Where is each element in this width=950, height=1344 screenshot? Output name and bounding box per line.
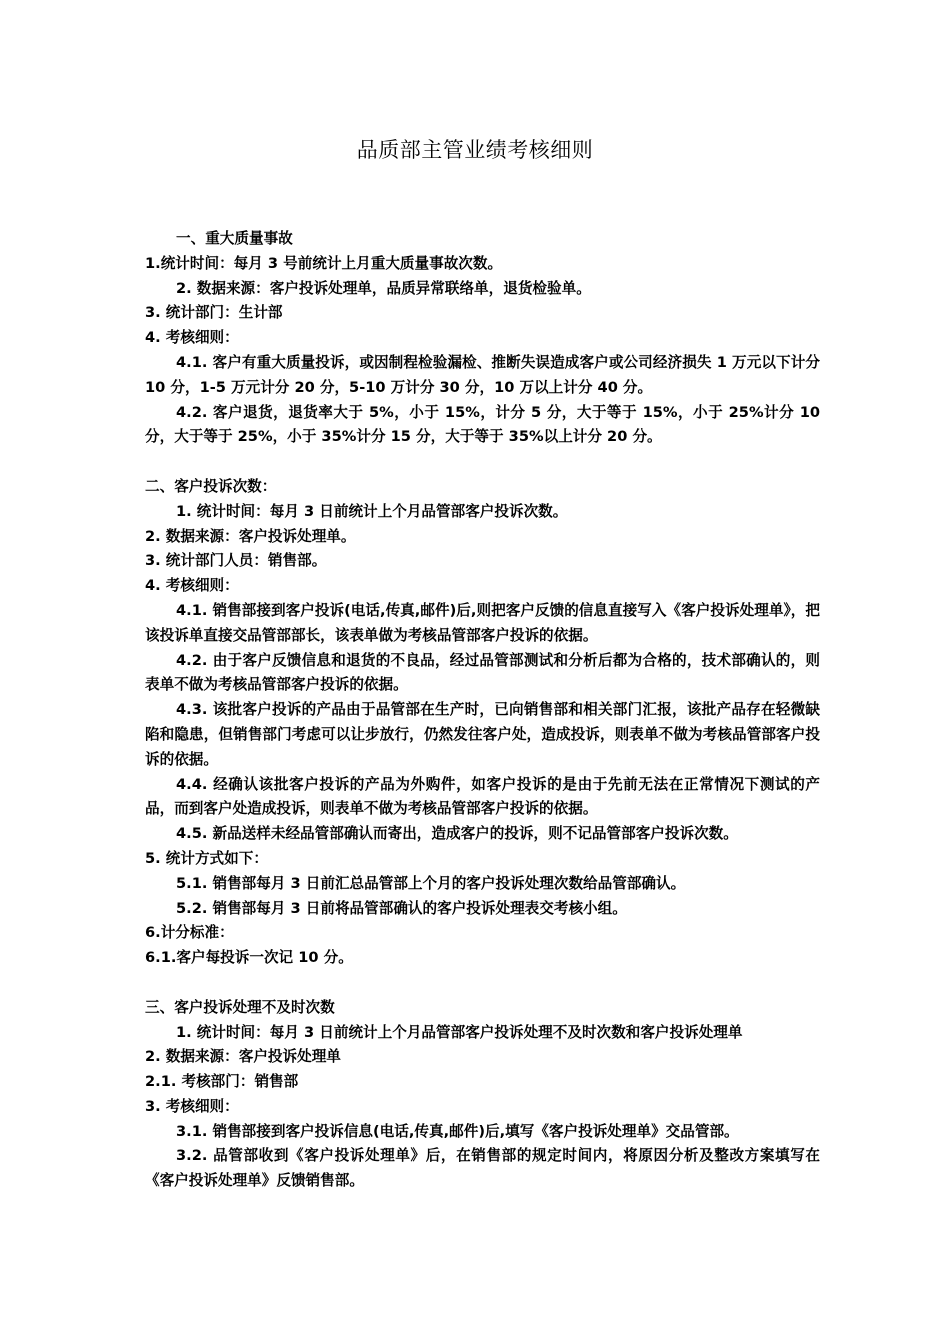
section-3-heading: 三、客户投诉处理不及时次数 [145,998,335,1016]
paragraph: 3. 统计部门人员：销售部。 [145,552,327,570]
section-spacer [145,450,820,475]
paragraph: 5.1. 销售部每月 3 日前汇总品管部上个月的客户投诉处理次数给品管部确认。 [176,874,686,892]
paragraph: 3. 考核细则： [145,1097,239,1115]
paragraph: 4.2. 由于客户反馈信息和退货的不良品，经过品管部测试和分析后都为合格的，技术部确认的，则表单不做为考核品管部客户投诉的依据。 [145,651,820,694]
paragraph: 3.2. 品管部收到《客户投诉处理单》后，在销售部的规定时间内，将原因分析及整改方案填写在《客户投诉处理单》反馈销售部。 [145,1147,820,1190]
paragraph: 4. 考核细则： [145,577,239,595]
paragraph: 1. 统计时间：每月 3 日前统计上个月品管部客户投诉次数。 [176,502,568,520]
paragraph: 2. 数据来源：客户投诉处理单，品质异常联络单，退货检验单。 [176,279,591,297]
paragraph: 4. 考核细则： [145,329,239,347]
paragraph: 3. 统计部门：生计部 [145,304,283,322]
section-1-heading: 一、重大质量事故 [176,230,293,247]
paragraph: 2. 数据来源：客户投诉处理单。 [145,527,356,545]
section-spacer [145,971,820,996]
paragraph: 5.2. 销售部每月 3 日前将品管部确认的客户投诉处理表交考核小组。 [176,899,627,917]
paragraph: 3.1. 销售部接到客户投诉信息(电话,传真,邮件)后,填写《客户投诉处理单》交品管部。 [176,1122,739,1140]
document-body [145,227,820,1194]
paragraph: 5. 统计方式如下： [145,849,268,867]
paragraph: 1.统计时间：每月 3 号前统计上月重大质量事故次数。 [145,254,503,272]
paragraph: 4.4. 经确认该批客户投诉的产品为外购件，如客户投诉的是由于先前无法在正常情况下测试的产品，而到客户处造成投诉，则表单不做为考核品管部客户投诉的依据。 [145,775,820,818]
section-2-heading: 二、客户投诉次数： [145,477,277,495]
paragraph: 4.5. 新品送样未经品管部确认而寄出，造成客户的投诉，则不记品管部客户投诉次数。 [176,825,738,843]
paragraph: 2.1. 考核部门：销售部 [145,1073,299,1091]
paragraph: 4.1. 客户有重大质量投诉，或因制程检验漏检、推断失误造成客户或公司经济损失 1 万元以下计分 10 分，1-5 万元计分 20 分，5-10 万计分 30 分，10 万以上计分 40 分。 [145,353,820,396]
paragraph: 2. 数据来源：客户投诉处理单 [145,1048,341,1066]
paragraph: 6.1.客户每投诉一次记 10 分。 [145,949,353,967]
paragraph: 4.3. 该批客户投诉的产品由于品管部在生产时，已向销售部和相关部门汇报，该批产品存在轻微缺陷和隐患，但销售部门考虑可以让步放行，仍然发往客户处，造成投诉，则表单不做为考核品管部客户投诉的依据。 [145,701,820,768]
document-title: 品质部主管业绩考核细则 [356,138,594,162]
paragraph: 6.计分标准： [145,924,234,942]
paragraph: 4.2. 客户退货，退货率大于 5%，小于 15%，计分 5 分，大于等于 15%，小于 25%计分 10 分，大于等于 25%，小于 35%计分 15 分，大于等于 35%以上计分 20 分。 [145,403,820,446]
paragraph: 1. 统计时间：每月 3 日前统计上个月品管部客户投诉处理不及时次数和客户投诉处理单 [176,1023,743,1041]
paragraph: 4.1. 销售部接到客户投诉(电话,传真,邮件)后,则把客户反馈的信息直接写入《客户投诉处理单》，把该投诉单直接交品管部部长，该表单做为考核品管部客户投诉的依据。 [145,601,820,644]
